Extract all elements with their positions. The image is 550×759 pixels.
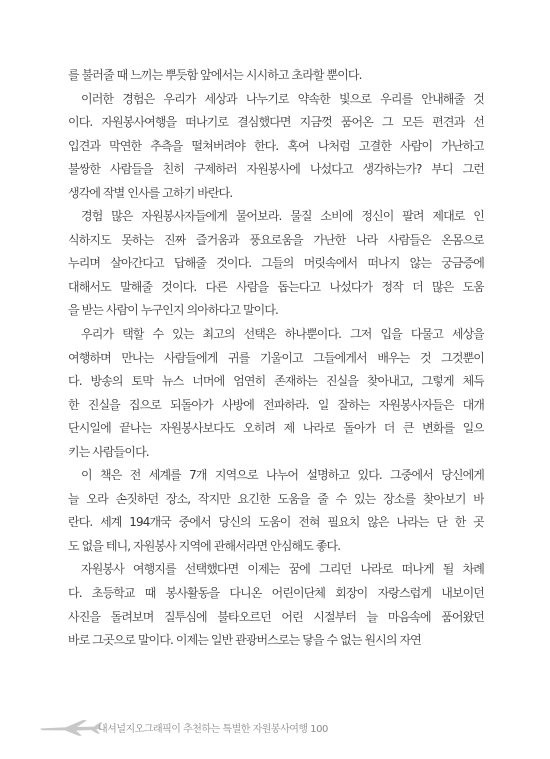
text-line: 이다. 자원봉사여행을 떠나기로 결심했다면 지금껏 품어온 그 모든 편견과 선 <box>68 115 484 130</box>
page-body-text <box>68 64 484 653</box>
text-line: 를 불러줄 때 느끼는 뿌듯함 앞에서는 시시하고 초라할 뿐이다. <box>68 68 362 82</box>
text-line: 도 없을 테니, 자원봉사 지역에 관해서라면 안심해도 좋다. <box>68 538 341 553</box>
paragraph <box>68 88 484 206</box>
text-line: 우리가 택할 수 있는 최고의 선택은 하나뿐이다. 그저 입을 다물고 세상을 <box>81 327 484 342</box>
text-line: 바로 그곳으로 말이다. 이제는 일반 관광버스로는 닿을 수 없는 원시의 자연 <box>68 633 421 648</box>
paragraph <box>68 323 484 464</box>
text-line: 입견과 막연한 추측을 떨쳐버려야 한다. 혹여 나처럼 고결한 사람이 가난하고 <box>68 138 484 153</box>
text-line: 란다. 세계 194개국 중에서 당신의 도움이 전혀 필요치 않은 나라는 단 한 곳 <box>68 515 484 530</box>
paragraph <box>68 558 484 652</box>
text-line: 누리며 살아간다고 답해줄 것이다. 그들의 머릿속에서 떠나지 않는 궁금증에 <box>68 256 484 271</box>
text-line: 경험 많은 자원봉사자들에게 물어보라. 물질 소비에 정신이 팔려 제대로 인 <box>81 209 484 224</box>
text-line: 다. 방송의 토막 뉴스 너머에 엄연히 존재하는 진실을 찾아내고, 그렇게 체득 <box>68 374 484 389</box>
text-line: 사진을 돌려보며 질투심에 불타오르던 어린 시절부터 늘 마음속에 품어왔던 <box>68 609 484 624</box>
paragraph <box>68 205 484 323</box>
footer-book-title: 내셔널지오그래픽이 추천하는 특별한 자원봉사여행 100 <box>98 723 328 735</box>
text-line: 이러한 경험은 우리가 세상과 나누기로 약속한 빛으로 우리를 안내해줄 것 <box>81 91 484 106</box>
text-line: 한 진실을 집으로 되돌아가 사방에 전파하라. 일 잘하는 자원봉사자들은 대개 <box>68 397 484 412</box>
text-line: 키는 사람들이다. <box>68 444 149 459</box>
page-footer <box>38 717 328 737</box>
text-line: 불쌍한 사람들을 친히 구제하러 자원봉사에 나섰다고 생각하는가? 부디 그런 <box>68 162 484 177</box>
text-line: 생각에 작별 인사를 고하기 바란다. <box>68 185 233 200</box>
text-line: 단시일에 끝나는 자원봉사보다도 오히려 제 나라로 돌아가 더 큰 변화를 일으 <box>68 421 484 436</box>
text-line: 다. 초등학교 때 봉사활동을 다니온 어린이단체 회장이 자랑스럽게 내보이던 <box>68 586 484 601</box>
text-line: 대해서도 말해줄 것이다. 다른 사람을 돕는다고 나섰다가 정작 더 많은 도움 <box>68 279 484 294</box>
text-line: 을 받는 사람이 누구인지 의아하다고 말이다. <box>68 303 278 318</box>
paragraph <box>68 64 484 88</box>
text-line: 여행하며 만나는 사람들에게 귀를 기울이고 그들에게서 배우는 것 그것뿐이 <box>68 350 484 365</box>
text-line: 식하지도 못하는 진짜 즐거움과 풍요로움을 가난한 나라 사람들은 온몸으로 <box>68 232 484 247</box>
text-line: 자원봉사 여행지를 선택했다면 이제는 꿈에 그리던 나라로 떠나게 될 차례 <box>81 562 484 577</box>
text-line: 이 책은 전 세계를 7개 지역으로 나누어 설명하고 있다. 그중에서 당신에게 <box>81 468 484 483</box>
text-line: 늘 오라 손짓하던 장소, 작지만 요긴한 도움을 줄 수 있는 장소를 찾아보기 바 <box>68 491 484 506</box>
paragraph <box>68 464 484 558</box>
